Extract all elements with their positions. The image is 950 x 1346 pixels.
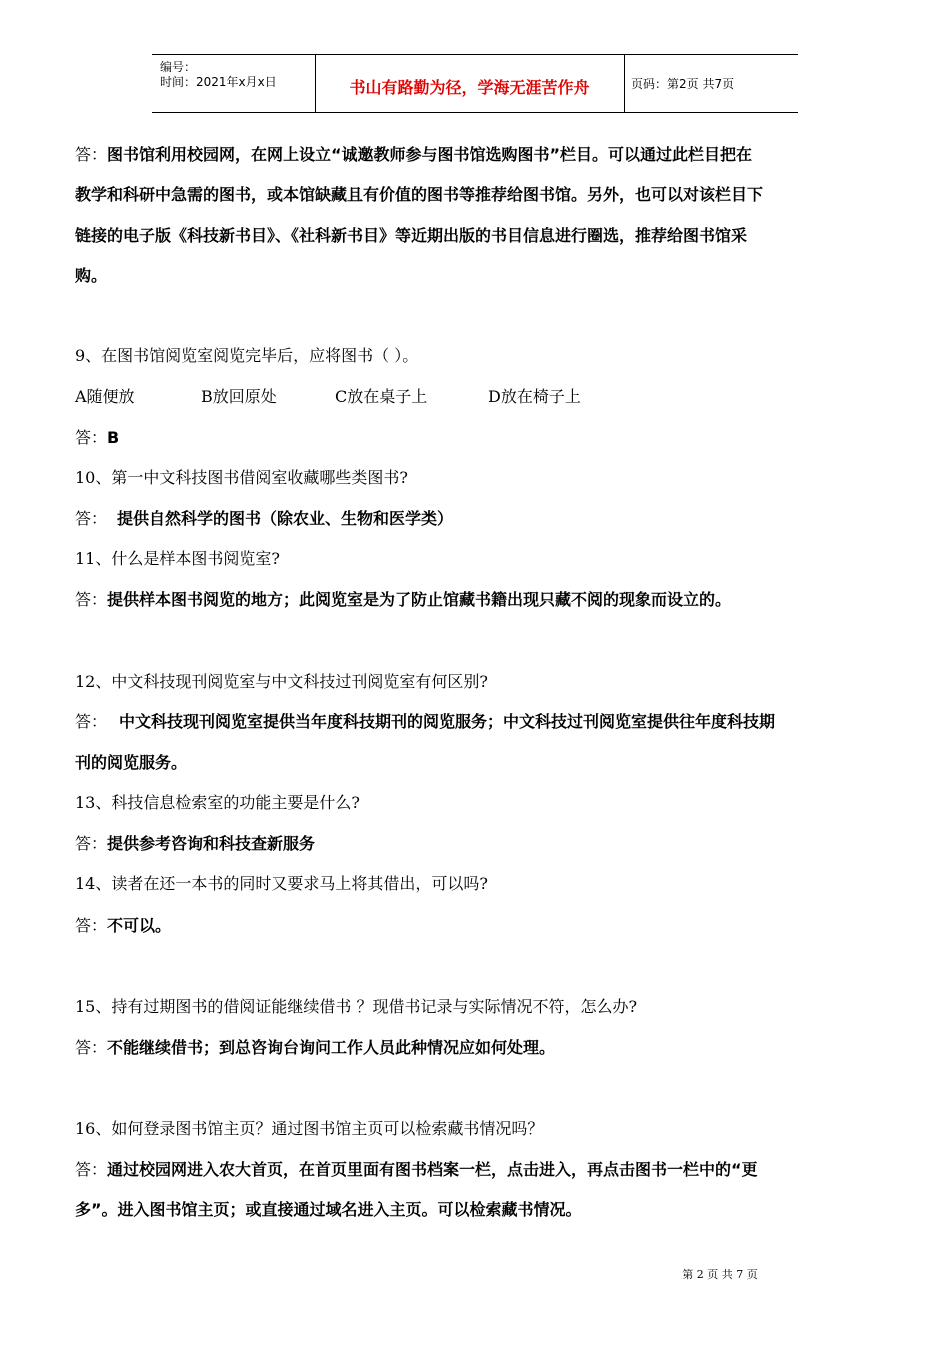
- question-12: 12、中文科技现刊阅览室与中文科技过刊阅览室有何区别?: [75, 672, 488, 691]
- option-d: D放在椅子上: [488, 387, 581, 406]
- answer-label: 答：: [75, 1160, 108, 1179]
- number-label: 编号：: [160, 60, 197, 74]
- answer-label: 答：: [75, 712, 108, 731]
- answer-16-text-1: 通过校园网进入农大首页，在首页里面有图书档案一栏，点击进入，再点击图书一栏中的“更: [107, 1160, 758, 1179]
- answer-16-line-1: [75, 1160, 758, 1180]
- question-10: 10、第一中文科技图书借阅室收藏哪些类图书?: [75, 468, 408, 487]
- answer-16-line-2: 多”。进入图书馆主页；或直接通过域名进入主页。可以检索藏书情况。: [75, 1200, 582, 1219]
- question-14: 14、读者在还一本书的同时又要求马上将其借出，可以吗?: [75, 874, 488, 893]
- question-9: 9、在图书馆阅览室阅览完毕后，应将图书（ ）。: [75, 346, 419, 365]
- option-a: A随便放: [75, 387, 135, 406]
- answer-11-text: 提供样本图书阅览的地方；此阅览室是为了防止馆藏书籍出现只藏不阅的现象而设立的。: [107, 590, 732, 609]
- answer-14-text: 不可以。: [107, 916, 172, 935]
- answer-9: [75, 428, 119, 448]
- answer-13-text: 提供参考咨询和科技查新服务: [107, 834, 316, 853]
- header-motto: 书山有路勤为径，学海无涯苦作舟: [349, 78, 590, 97]
- header-page-cell: [624, 55, 799, 112]
- answer-label: 答：: [75, 428, 108, 447]
- answer-15-text: 不能继续借书；到总咨询台询问工作人员此种情况应如何处理。: [107, 1038, 556, 1057]
- page-header: [152, 54, 798, 113]
- answer-label: 答：: [75, 590, 108, 609]
- answer-8-text-1: 图书馆利用校园网，在网上设立“诚邀教师参与图书馆选购图书”栏目。可以通过此栏目把在: [107, 145, 753, 164]
- footer-page-number: 第 2 页 共 7 页: [682, 1268, 758, 1281]
- answer-12-text-1: 中文科技现刊阅览室提供当年度科技期刊的阅览服务；中文科技过刊阅览室提供往年度科技期: [119, 712, 776, 731]
- question-13: 13、科技信息检索室的功能主要是什么?: [75, 793, 360, 812]
- answer-10: [75, 509, 453, 529]
- answer-9-text: B: [107, 428, 120, 447]
- header-motto-cell: [316, 55, 623, 112]
- page-footer: [0, 1266, 950, 1282]
- answer-12-line-2: 刊的阅览服务。: [75, 753, 188, 772]
- answer-8-line-1: [75, 145, 752, 165]
- answer-label: 答：: [75, 509, 108, 528]
- answer-label: 答：: [75, 834, 108, 853]
- header-meta-cell: [152, 55, 316, 112]
- answer-11: [75, 590, 731, 610]
- option-c: C放在桌子上: [335, 387, 428, 406]
- answer-14: [75, 916, 171, 936]
- answer-label: 答：: [75, 1038, 108, 1057]
- question-15: 15、持有过期图书的借阅证能继续借书 ？现借书记录与实际情况不符，怎么办?: [75, 997, 638, 1016]
- answer-10-text: 提供自然科学的图书（除农业、生物和医学类）: [117, 509, 454, 528]
- answer-label: 答：: [75, 145, 108, 164]
- question-16: 16、如何登录图书馆主页？通过图书馆主页可以检索藏书情况吗？: [75, 1119, 544, 1138]
- answer-8-line-3: 链接的电子版《科技新书目》、《社科新书目》等近期出版的书目信息进行圈选，推荐给图书馆采: [75, 226, 748, 245]
- time-label: 时间：2021年x月x日: [160, 75, 277, 89]
- option-b: B放回原处: [201, 387, 277, 406]
- answer-15: [75, 1038, 555, 1058]
- header-page-info: 页码：第2页 共7页: [631, 77, 735, 91]
- answer-13: [75, 834, 315, 854]
- answer-label: 答：: [75, 916, 108, 935]
- answer-12-line-1: [75, 712, 775, 732]
- answer-8-line-2: 教学和科研中急需的图书，或本馆缺藏且有价值的图书等推荐给图书馆。另外，也可以对该栏目下: [75, 185, 764, 204]
- question-11: 11、什么是样本图书阅览室?: [75, 549, 280, 568]
- answer-8-line-4: 购。: [75, 266, 108, 285]
